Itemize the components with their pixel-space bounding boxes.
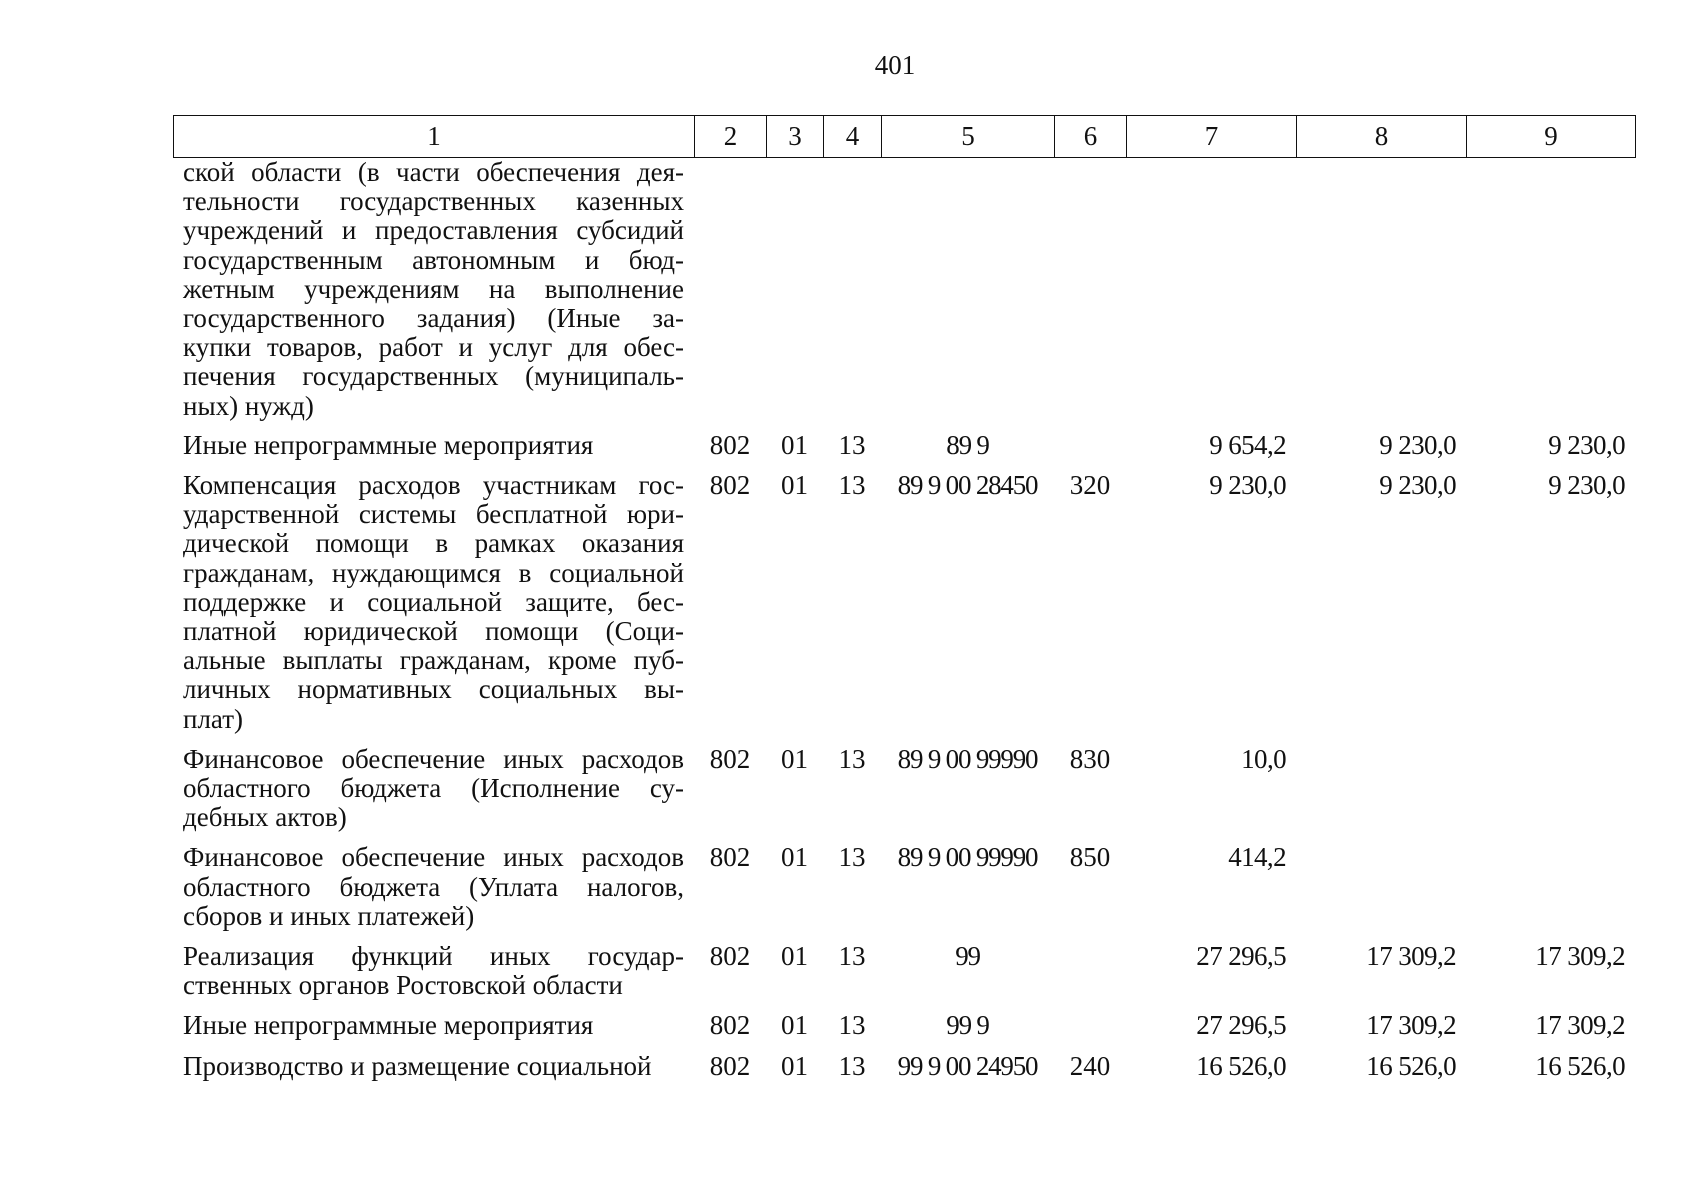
column-header-9: 9 [1467, 116, 1636, 158]
row-cell-col-2: 802 [709, 743, 751, 774]
table-row [173, 431, 1635, 460]
description-line: платной юридической помощи (Соци- [183, 616, 684, 647]
row-cell-col-7: 27 296,5 [1196, 941, 1286, 972]
column-header-1: 1 [174, 116, 695, 158]
row-cell-col-9: 16 526,0 [1535, 1050, 1625, 1081]
row-cell-col-6 [1054, 158, 1126, 421]
row-cell-col-4 [823, 158, 881, 421]
row-cell-col-2 [694, 158, 766, 421]
table-row [173, 745, 1635, 833]
row-cell-col-8: 16 526,0 [1366, 1050, 1456, 1081]
description-line: печения государственных (муниципаль- [183, 361, 684, 392]
row-cell-col-6: 830 [1069, 743, 1111, 774]
row-cell-col-3: 01 [781, 429, 808, 460]
row-description [173, 843, 694, 931]
description-line: областного бюджета (Исполнение су- [183, 773, 684, 804]
description-line: Иные непрограммные мероприятия [183, 1010, 594, 1041]
row-description [173, 471, 694, 734]
description-line: ской области (в части обеспечения дея- [183, 157, 684, 187]
description-line: Финансовое обеспечение иных расходов [183, 842, 684, 873]
row-cell-col-9: 9 230,0 [1548, 470, 1625, 501]
column-header-7: 7 [1127, 116, 1297, 158]
table-row [173, 1052, 1635, 1081]
row-cell-col-8 [1296, 843, 1466, 931]
description-line: купки товаров, работ и услуг для обес- [183, 332, 684, 363]
row-description [173, 1052, 694, 1081]
row-cell-col-6 [1054, 1011, 1126, 1040]
page-number: 401 [874, 50, 916, 80]
row-cell-col-7: 16 526,0 [1196, 1050, 1286, 1081]
row-cell-col-2: 802 [709, 842, 751, 873]
row-cell-col-7: 414,2 [1228, 842, 1286, 873]
row-cell-col-9 [1466, 843, 1635, 931]
description-line: областного бюджета (Уплата налогов, [183, 871, 684, 902]
row-cell-col-3: 01 [781, 1050, 808, 1081]
row-cell-col-8: 9 230,0 [1379, 470, 1456, 501]
row-cell-col-5: 99 [955, 941, 980, 972]
description-line: ударственной системы бесплатной юри- [183, 499, 684, 530]
column-header-8: 8 [1297, 116, 1467, 158]
description-line: альные выплаты гражданам, кроме пуб- [183, 645, 684, 676]
row-cell-col-9: 9 230,0 [1548, 429, 1625, 460]
row-cell-col-7: 27 296,5 [1196, 1010, 1286, 1041]
description-line: сборов и иных платежей) [183, 900, 475, 931]
column-header-6: 6 [1055, 116, 1127, 158]
description-line: личных нормативных социальных вы- [183, 674, 684, 705]
table-row [173, 1011, 1635, 1040]
row-cell-col-3: 01 [781, 743, 808, 774]
row-cell-col-4: 13 [838, 470, 866, 501]
description-line: Реализация функций иных государ- [183, 941, 684, 972]
description-line: Компенсация расходов участникам гос- [183, 470, 684, 501]
row-cell-col-4: 13 [838, 1050, 866, 1081]
description-line: поддержке и социальной защите, бес- [183, 586, 684, 617]
table-row [173, 843, 1635, 931]
description-line: Иные непрограммные мероприятия [183, 429, 594, 460]
row-description [173, 1011, 694, 1040]
table-row [173, 471, 1635, 734]
row-cell-col-8: 9 230,0 [1379, 429, 1456, 460]
row-cell-col-2: 802 [709, 1010, 751, 1041]
row-cell-col-8 [1296, 158, 1466, 421]
description-line: Производство и размещение социальной [183, 1050, 652, 1081]
row-cell-col-8: 17 309,2 [1366, 1010, 1456, 1041]
row-cell-col-4: 13 [838, 429, 866, 460]
row-cell-col-2: 802 [709, 470, 751, 501]
column-header-2: 2 [695, 116, 767, 158]
row-description [173, 942, 694, 1000]
row-cell-col-6 [1054, 942, 1126, 1000]
row-cell-col-3 [766, 158, 823, 421]
row-cell-col-3: 01 [781, 842, 808, 873]
description-line: ственных органов Ростовской области [183, 970, 623, 1001]
description-line: тельности государственных казенных [183, 186, 684, 217]
row-cell-col-9 [1466, 158, 1635, 421]
column-header-3: 3 [767, 116, 824, 158]
row-cell-col-6: 240 [1069, 1050, 1111, 1081]
description-line: ных) нужд) [183, 390, 314, 421]
row-cell-col-5: 89 9 00 99990 [897, 842, 1038, 873]
row-cell-col-2: 802 [709, 941, 751, 972]
row-cell-col-5 [881, 158, 1054, 421]
description-line: учреждений и предоставления субсидий [183, 215, 684, 246]
description-line: жетным учреждениям на выполнение [183, 273, 684, 304]
row-cell-col-2: 802 [709, 1050, 751, 1081]
description-line: государственного задания) (Иные за- [183, 303, 684, 334]
row-cell-col-7: 9 230,0 [1209, 470, 1286, 501]
row-cell-col-6: 850 [1069, 842, 1111, 873]
description-line: государственным автономным и бюд- [183, 244, 684, 275]
row-cell-col-7: 9 654,2 [1209, 429, 1286, 460]
row-cell-col-4: 13 [838, 743, 866, 774]
row-cell-col-6: 320 [1069, 470, 1111, 501]
row-cell-col-7: 10,0 [1241, 743, 1286, 774]
row-cell-col-5: 99 9 00 24950 [897, 1050, 1038, 1081]
row-description [173, 745, 694, 833]
row-cell-col-2: 802 [709, 429, 751, 460]
description-line: Финансовое обеспечение иных расходов [183, 743, 684, 774]
row-cell-col-3: 01 [781, 470, 808, 501]
row-cell-col-3: 01 [781, 1010, 808, 1041]
row-description [173, 431, 694, 460]
table-body [173, 158, 1635, 1092]
row-cell-col-6 [1054, 431, 1126, 460]
row-cell-col-9: 17 309,2 [1535, 1010, 1625, 1041]
table-row [173, 942, 1635, 1000]
row-cell-col-4: 13 [838, 941, 866, 972]
description-line: дической помощи в рамках оказания [183, 528, 684, 559]
row-cell-col-5: 89 9 [946, 429, 989, 460]
description-line: плат) [183, 703, 243, 734]
row-cell-col-7 [1126, 158, 1296, 421]
description-line: дебных актов) [183, 802, 347, 833]
row-cell-col-4: 13 [838, 1010, 866, 1041]
row-cell-col-9 [1466, 745, 1635, 833]
row-cell-col-8: 17 309,2 [1366, 941, 1456, 972]
row-cell-col-5: 99 9 [946, 1010, 989, 1041]
row-cell-col-4: 13 [838, 842, 866, 873]
column-header-5: 5 [882, 116, 1055, 158]
row-cell-col-5: 89 9 00 99990 [897, 743, 1038, 774]
row-cell-col-5: 89 9 00 28450 [897, 470, 1038, 501]
row-cell-col-3: 01 [781, 941, 808, 972]
column-header-4: 4 [824, 116, 882, 158]
table-row [173, 158, 1635, 421]
row-description [173, 158, 694, 421]
table-header [173, 115, 1636, 158]
row-cell-col-8 [1296, 745, 1466, 833]
row-cell-col-9: 17 309,2 [1535, 941, 1625, 972]
description-line: гражданам, нуждающимся в социальной [183, 557, 684, 588]
